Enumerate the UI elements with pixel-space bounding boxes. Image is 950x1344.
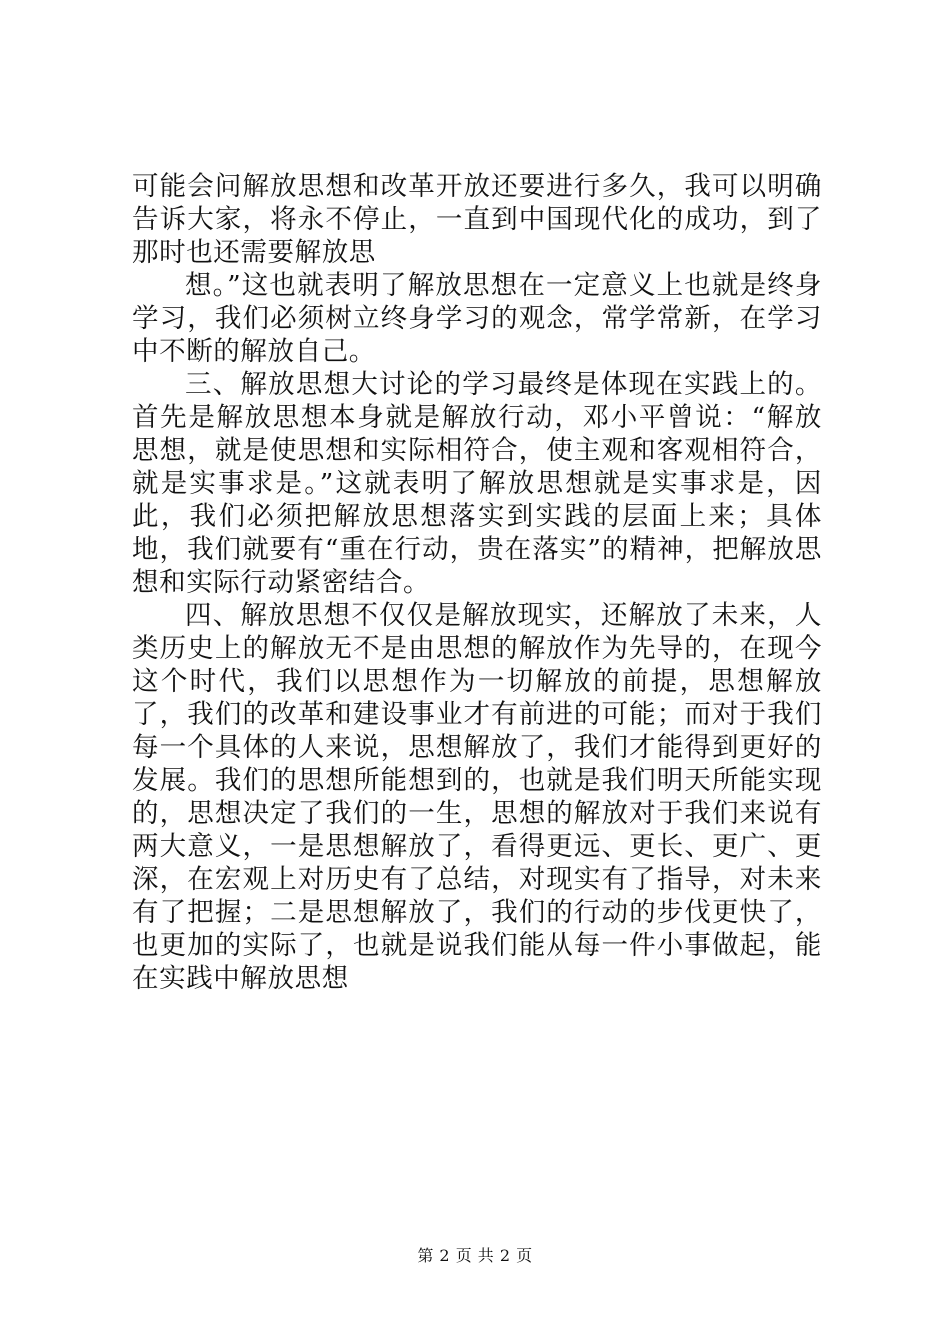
page-number-footer: 第 2 页 共 2 页 — [417, 1246, 533, 1265]
paragraph-4: 四、解放思想不仅仅是解放现实，还解放了未来，人类历史上的解放无不是由思想的解放作为先导的，在现今这个时代，我们以思想作为一切解放的前提，思想解放了，我们的改革和建设事业才有前进的可能；而对于我们每一个具体的人来说，思想解放了，我们才能得到更好的发展。我们的思想所能想到的，也就是我们明天所能实现的，思想决定了我们的一生，思想的解放对于我们来说有两大意义，一是思想解放了，看得更远、更长、更广、更深，在宏观上对历史有了总结，对现实有了指导，对未来有了把握；二是思想解放了，我们的行动的步伐更快了，也更加的实际了，也就是说我们能从每一件小事做起，能在实践中解放思想 — [132, 600, 822, 994]
paragraph-2: 想。”这也就表明了解放思想在一定意义上也就是终身学习，我们必须树立终身学习的观念，常学常新，在学习中不断的解放自己。 — [132, 270, 822, 367]
document-body — [132, 170, 822, 995]
paragraph-3: 三、解放思想大讨论的学习最终是体现在实践上的。首先是解放思想本身就是解放行动，邓小平曾说：“解放思想，就是使思想和实际相符合，使主观和客观相符合，就是实事求是。”这就表明了解放思想就是实事求是，因此，我们必须把解放思想落实到实践的层面上来；具体地，我们就要有“重在行动，贵在落实”的精神，把解放思想和实际行动紧密结合。 — [132, 369, 822, 598]
paragraph-1: 可能会问解放思想和改革开放还要进行多久，我可以明确告诉大家，将永不停止，一直到中国现代化的成功，到了那时也还需要解放思 — [132, 171, 822, 268]
